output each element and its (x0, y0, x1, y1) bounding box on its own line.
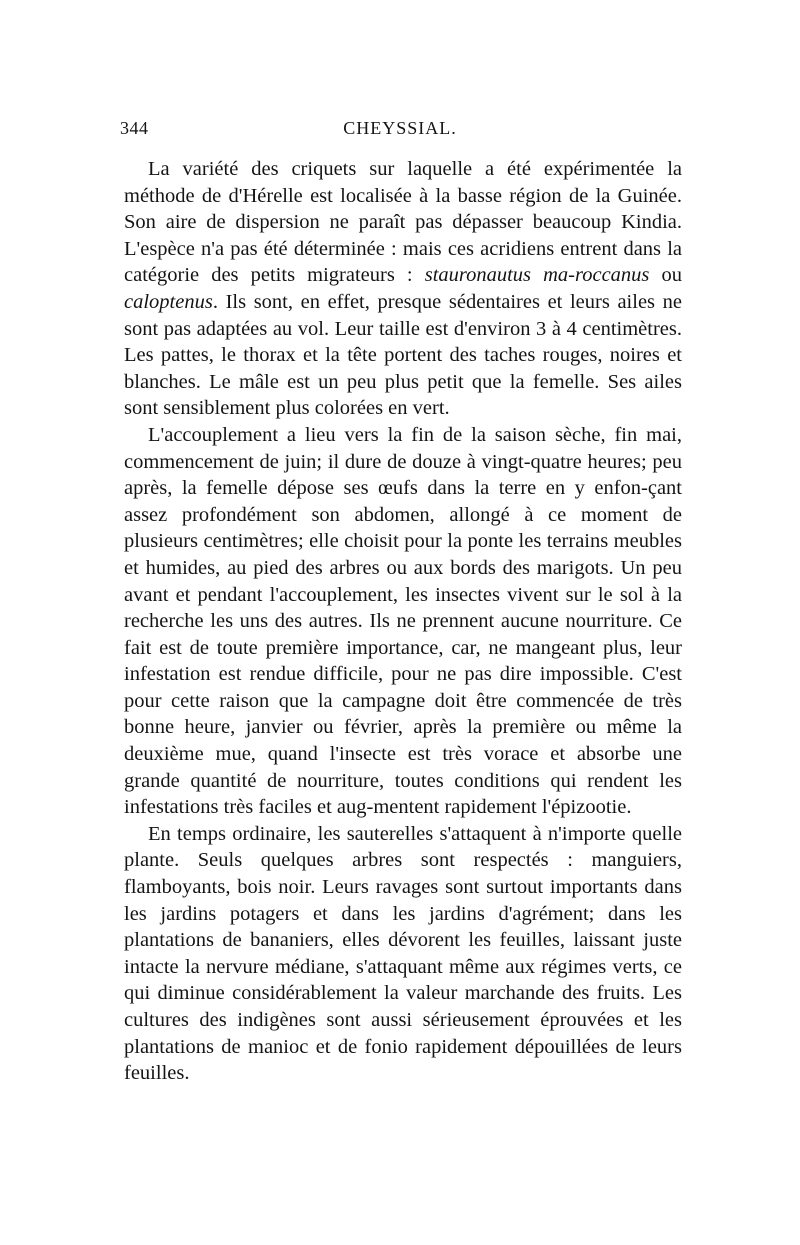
paragraph-3 (124, 821, 682, 1087)
text-segment: L'accouplement a lieu vers la fin de la saison sèche, fin mai, commencement de juin; il dure de douze à vingt-quatre heures; peu après, la femelle dépose ses œufs dans la terre en y enfon-çant assez profondément son abdomen, allongé à ce moment de plusieurs centimètres; elle choisit pour la ponte les terrains meubles et humides, au pied des arbres ou aux bords des marigots. Un peu avant et pendant l'accouplement, les insectes vivent sur le sol à la recherche les uns des autres. Ils ne prennent aucune nourriture. Ce fait est de toute première importance, car, ne mangeant plus, leur infestation est rendue difficile, pour ne pas dire impossible. C'est pour cette raison que la campagne doit être commencée de très bonne heure, janvier ou février, après la première ou même la deuxième mue, quand l'insecte est très vorace et absorbe une grande quantité de nourriture, toutes conditions qui rendent les infestations très faciles et aug-mentent rapidement l'épizootie. (124, 423, 682, 819)
paragraph-2 (124, 422, 682, 821)
paragraph-1 (124, 156, 682, 422)
text-segment: . Ils sont, en effet, presque sédentaires et leurs ailes ne sont pas adaptées au vol. Leur taille est d'environ 3 à 4 centimètres. Les pattes, le thorax et la tête portent des taches rouges, noires et blanches. Le mâle est un peu plus petit que la femelle. Ses ailes sont sensiblement plus colorées en vert. (124, 290, 682, 420)
running-head (120, 118, 680, 142)
running-title: CHEYSSIAL. (343, 118, 457, 138)
page-number: 344 (120, 118, 149, 138)
text-segment: ou (649, 264, 683, 287)
body-text (124, 156, 682, 1087)
species-name: stauronautus ma-roccanus (424, 264, 650, 287)
text-segment: La variété des criquets sur laquelle a été expérimentée la méthode de d'Hérelle est localisée à la basse région de la Guinée. Son aire de dispersion ne paraît pas dépasser beaucoup Kindia. L'espèce n'a pas été déterminée : mais ces acridiens entrent dans la catégorie des petits migrateurs : (124, 158, 682, 287)
text-segment: En temps ordinaire, les sauterelles s'attaquent à n'importe quelle plante. Seuls quelques arbres sont respectés : manguiers, flamboyants, bois noir. Leurs ravages sont surtout importants dans les jardins potagers et dans les jardins d'agrément; dans les plantations de bananiers, elles dévorent les feuilles, laissant juste intacte la nervure médiane, s'attaquant même aux régimes verts, ce qui diminue considérablement la valeur marchande des fruits. Les cultures des indigènes sont aussi sérieusement éprouvées et les plantations de manioc et de fonio rapidement dépouillées de leurs feuilles. (124, 822, 682, 1085)
species-name: caloptenus (124, 290, 213, 313)
